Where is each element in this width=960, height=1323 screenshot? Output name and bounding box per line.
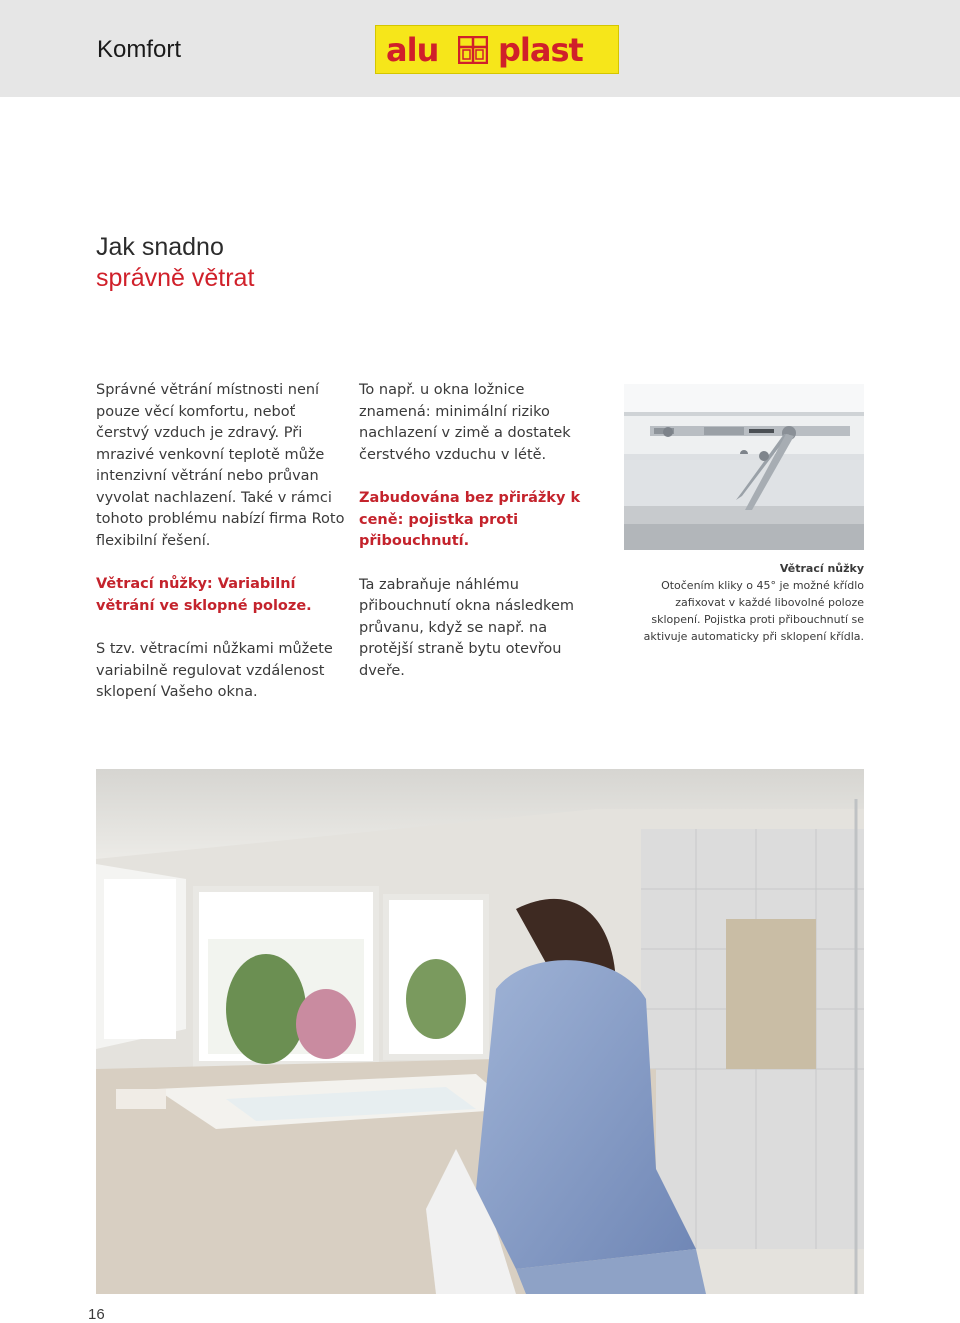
aluplast-logo — [375, 25, 619, 74]
column2-paragraph-1: To např. u okna ložnice znamená: minimální riziko nachlazení v zimě a dostatek čerstvého vzduchu v létě. — [359, 382, 571, 463]
page-heading — [96, 232, 254, 294]
section-title: Komfort — [97, 36, 182, 63]
text-column-1 — [96, 380, 346, 726]
ventilation-scissors-photo — [624, 384, 864, 550]
photo-caption — [624, 560, 864, 645]
bathroom-scene-illustration — [96, 769, 864, 1294]
column2-highlight: Zabudována bez přirážky k ceně: pojistka proti přibouchnutí. — [359, 490, 581, 549]
window-hinge-illustration — [624, 384, 864, 550]
column1-paragraph-1: Správné větrání místnosti není pouze věcí komfortu, neboť čerstvý vzduch je zdravý. Při mrazivé venkovní teplotě může intenzivní větrání nebo průvan vyvolat nachlazení. Také v rámci tohoto problému nabízí firma Roto flexibilní řešení. — [96, 382, 345, 549]
text-column-2 — [359, 380, 599, 704]
bathroom-photo — [96, 769, 864, 1294]
column1-paragraph-3: S tzv. větracími nůžkami můžete variabilně regulovat vzdálenost sklopení Vašeho okna. — [96, 641, 333, 700]
heading-line-1: Jak snadno — [96, 233, 224, 261]
page-number: 16 — [88, 1306, 105, 1323]
heading-line-2: správně větrat — [96, 264, 255, 292]
column1-highlight: Větrací nůžky: Variabilní větrání ve sklopné poloze. — [96, 576, 312, 614]
column2-paragraph-3: Ta zabraňuje náhlému přibouchnutí okna následkem průvanu, když se např. na protější straně bytu otevřou dveře. — [359, 576, 574, 679]
caption-text: Otočením kliky o 45° je možné křídlo zafixovat v každé libovolné poloze sklopení. Pojistka proti přibouchnutí se aktivuje automaticky při sklopení křídla. — [643, 579, 864, 643]
caption-title: Větrací nůžky — [779, 562, 864, 575]
logo-text-plast: plast — [498, 31, 583, 69]
page-header — [0, 0, 960, 97]
logo-text-alu: alu — [386, 31, 439, 69]
window-icon — [458, 36, 488, 64]
